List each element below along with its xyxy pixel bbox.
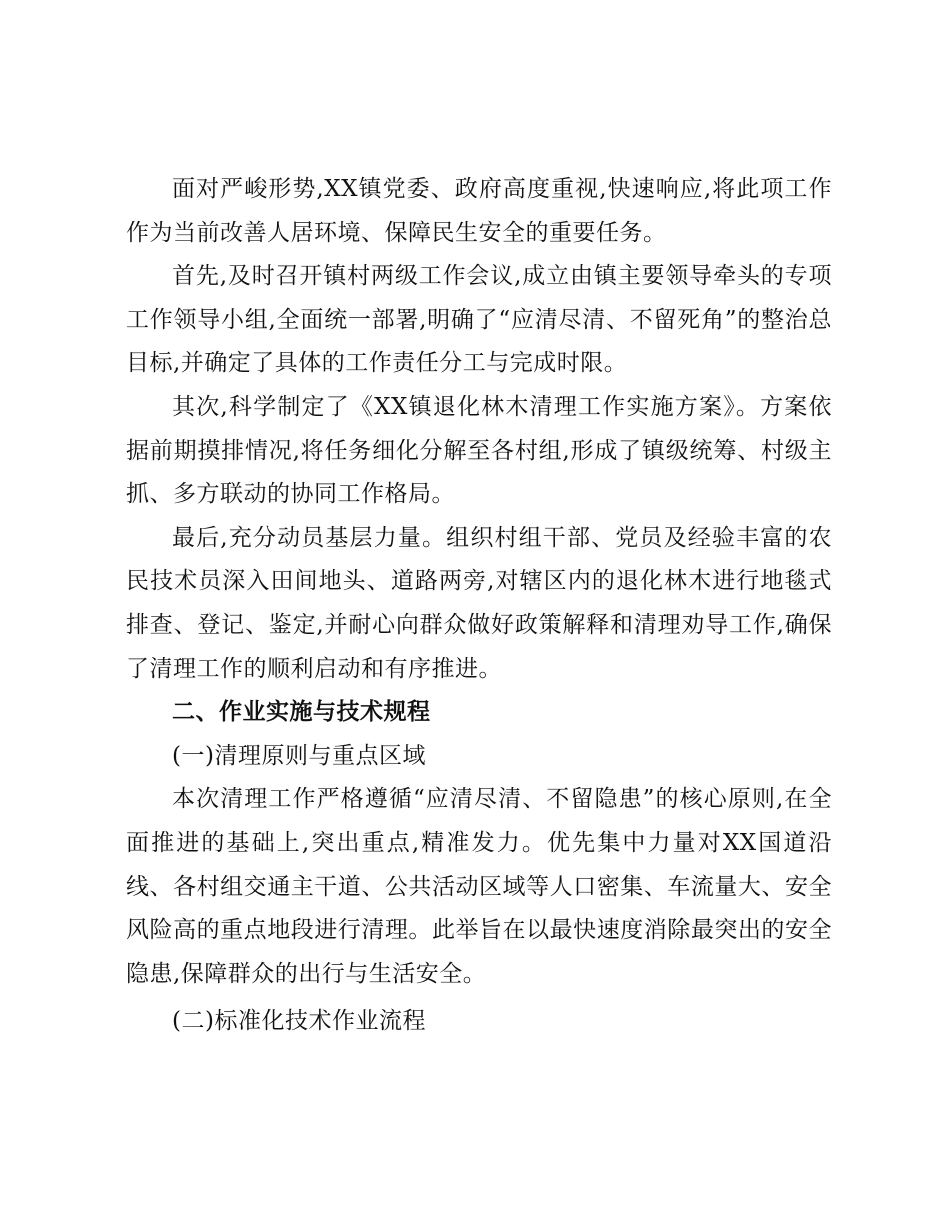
section-heading: 二、作业实施与技术规程 <box>172 699 431 726</box>
paragraph-first-step: 首先,及时召开镇村两级工作会议,成立由镇主要领导牵头的专项工作领导小组,全面统一部署,明确了“应清尽清、不留死角”的整治总目标,并确定了具体的工作责任分工与完成时限。 <box>126 263 832 377</box>
paragraph-second-step: 其次,科学制定了《XX镇退化林木清理工作实施方案》。方案依据前期摸排情况,将任务细化分解至各村组,形成了镇级统筹、村级主抓、多方联动的协同工作格局。 <box>126 393 832 508</box>
document-body <box>126 168 832 1044</box>
paragraph-response: 面对严峻形势,XX镇党委、政府高度重视,快速响应,将此项工作作为当前改善人居环境、保障民生安全的重要任务。 <box>126 176 832 246</box>
paragraph-final-step: 最后,充分动员基层力量。组织村组干部、党员及经验丰富的农民技术员深入田间地头、道路两旁,对辖区内的退化林木进行地毯式排查、登记、鉴定,并耐心向群众做好政策解释和清理劝导工作,确保了清理工作的顺利启动和有序推进。 <box>126 524 832 682</box>
subsection-heading-1: (一)清理原则与重点区域 <box>172 742 426 769</box>
paragraph-principles: 本次清理工作严格遵循“应清尽清、不留隐患”的核心原则,在全面推进的基础上,突出重点,精准发力。优先集中力量对XX国道沿线、各村组交通主干道、公共活动区域等人口密集、车流量大、安全风险高的重点地段进行清理。此举旨在以最快速度消除最突出的安全隐患,保障群众的出行与生活安全。 <box>126 786 832 987</box>
subsection-heading-2: (二)标准化技术作业流程 <box>172 1008 426 1035</box>
